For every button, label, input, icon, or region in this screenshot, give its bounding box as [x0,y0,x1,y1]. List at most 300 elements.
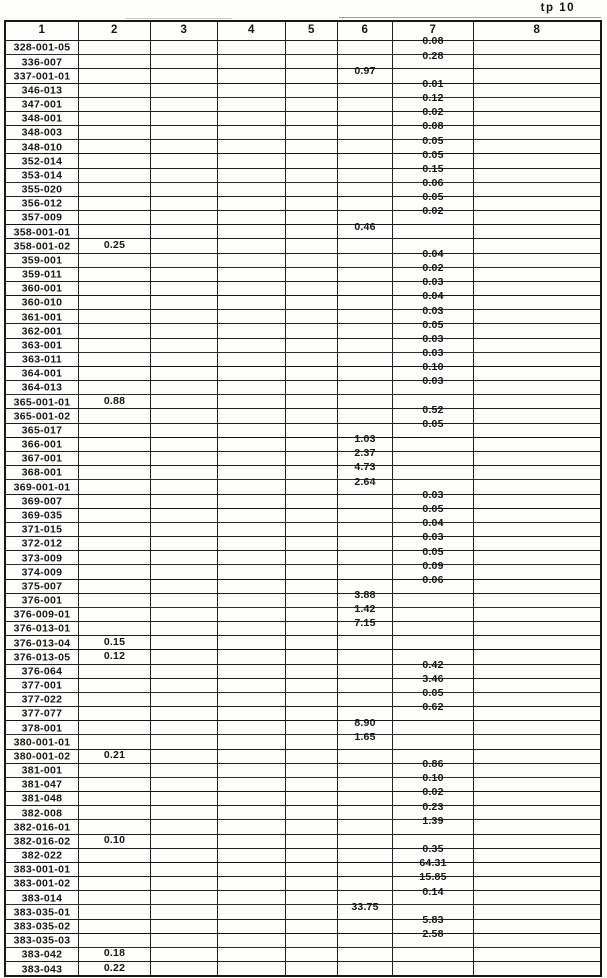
cell-col-3 [151,891,218,904]
cell-value: 0.03 [422,347,444,360]
cell-value: 0.02 [422,262,444,275]
cell-col-5 [286,84,338,97]
cell-col-5 [286,934,338,947]
cell-col-8 [474,239,600,252]
row-id: 348-001 [21,112,63,125]
row-id: 378-001 [21,722,63,735]
cell-col-2 [79,409,151,422]
table-row [6,417,600,437]
cell-col-6 [338,730,393,748]
cell-col-4 [218,835,286,848]
table-row [6,800,600,820]
cell-col-2 [79,126,151,139]
table-row [6,559,600,579]
table-row [6,545,600,565]
cell-col-3 [151,367,218,380]
cell-value: 1.42 [354,603,376,616]
cell-value: 4.73 [354,461,376,474]
table-row [6,635,600,649]
cell-col-5 [286,495,338,508]
cell-col-5 [286,707,338,720]
cell-col-2 [79,509,151,522]
cell-value: 0.08 [422,120,444,133]
cell-col-5 [286,55,338,68]
cell-col-7 [393,962,474,975]
cell-col-6 [338,353,393,366]
cell-col-2 [79,480,151,493]
row-id: 377-001 [21,679,63,692]
cell-col-4 [218,466,286,479]
cell-id [6,863,79,876]
cell-col-6 [338,140,393,153]
table-row [6,913,600,933]
cell-id [6,452,79,465]
cell-value: 0.05 [422,503,444,515]
row-id: 362-001 [21,325,63,338]
cell-col-3 [151,69,218,82]
cell-id [6,948,79,961]
header-col-3: 3 [151,22,218,40]
cell-value: 0.18 [103,947,126,960]
cell-value: 0.05 [422,545,444,558]
cell-col-3 [151,254,218,267]
row-id: 367-001 [21,452,63,465]
cell-col-7 [393,885,474,904]
row-id: 383-035-01 [13,906,71,919]
cell-col-4 [218,863,286,876]
table-row [6,162,600,182]
cell-col-6 [338,509,393,522]
cell-col-2 [79,565,151,578]
row-id: 383-035-02 [13,920,71,933]
cell-value: 0.03 [422,531,444,544]
table-row [6,857,600,876]
cell-col-3 [151,98,218,111]
cell-col-5 [286,41,338,54]
cell-col-7 [393,948,474,961]
cell-id [6,580,79,593]
cell-col-3 [151,920,218,933]
cell-col-5 [286,693,338,706]
cell-value: 3.88 [354,589,376,602]
cell-id [6,126,79,139]
table-row [6,488,600,508]
table-row [6,318,600,338]
cell-id [6,905,79,918]
cell-id [6,835,79,848]
cell-col-2 [79,806,151,819]
cell-id [6,594,79,607]
cell-col-2 [79,934,151,947]
cell-col-5 [286,806,338,819]
cell-col-4 [218,452,286,465]
cell-col-3 [151,948,218,961]
cell-id [6,55,79,68]
cell-col-5 [286,509,338,522]
cell-value: 1.39 [422,814,444,827]
cell-col-4 [218,622,286,635]
cell-col-5 [286,339,338,352]
header-col-2: 2 [79,22,151,40]
cell-col-3 [151,225,218,238]
cell-col-7 [393,594,474,607]
cell-value: 0.03 [422,332,444,345]
cell-col-5 [286,452,338,465]
cell-col-8 [474,580,600,593]
table-row [6,701,600,720]
cell-id [6,820,79,833]
cell-col-6 [338,551,393,564]
cell-col-6 [338,126,393,139]
cell-col-8 [474,750,600,763]
cell-col-8 [474,211,600,224]
cell-col-2 [79,69,151,82]
cell-col-6 [338,154,393,167]
cell-col-6 [338,920,393,933]
cell-col-8 [474,820,600,833]
row-id: 383-042 [21,948,63,961]
table-row [6,658,600,678]
table-row [6,347,600,366]
row-id: 376-001 [21,594,63,607]
table-row [6,503,600,522]
cell-col-8 [474,452,600,465]
cell-col-3 [151,112,218,125]
cell-col-5 [286,551,338,564]
cell-id [6,69,79,82]
row-id: 348-003 [21,126,63,139]
cell-col-8 [474,169,600,182]
table-row [6,361,600,380]
cell-col-6 [338,877,393,890]
cell-col-5 [286,367,338,380]
cell-col-3 [151,679,218,692]
cell-col-7 [393,721,474,734]
cell-col-6 [338,693,393,706]
cell-value: 0.28 [422,49,444,62]
cell-col-8 [474,225,600,238]
cell-id [6,523,79,536]
cell-col-4 [218,636,286,649]
cell-col-6 [338,962,393,975]
cell-col-5 [286,764,338,777]
header-col-6: 6 [338,22,393,40]
cell-col-8 [474,353,600,366]
cell-col-6 [338,41,393,54]
row-id: 359-011 [21,268,63,281]
cell-id [6,891,79,904]
cell-value: 0.03 [422,304,444,317]
cell-col-5 [286,877,338,890]
cell-col-2 [79,849,151,862]
cell-col-2 [79,41,151,54]
cell-col-5 [286,905,338,918]
table-row [6,262,600,281]
cell-id [6,98,79,111]
cell-col-4 [218,750,286,763]
row-id: 348-010 [21,141,63,154]
cell-col-4 [218,679,286,692]
cell-col-6 [338,183,393,196]
cell-id [6,140,79,153]
cell-col-3 [151,707,218,720]
row-id: 376-013-04 [13,637,71,650]
cell-id [6,551,79,564]
cell-col-5 [286,254,338,267]
row-id: 372-012 [21,537,63,550]
cell-col-8 [474,735,600,748]
cell-col-3 [151,424,218,437]
cell-col-4 [218,934,286,947]
cell-col-8 [474,254,600,267]
cell-col-4 [218,296,286,309]
cell-col-8 [474,608,600,621]
row-id: 377-022 [21,693,63,706]
cell-id [6,254,79,267]
cell-col-7 [393,417,474,437]
cell-col-5 [286,183,338,196]
cell-col-3 [151,665,218,678]
table-row [6,928,600,947]
row-id: 369-035 [21,509,63,522]
table-row [6,900,600,919]
cell-id [6,707,79,720]
cell-col-6 [338,381,393,394]
cell-col-8 [474,282,600,295]
cell-value: 0.05 [422,417,444,430]
cell-col-8 [474,69,600,82]
cell-col-4 [218,877,286,890]
cell-col-7 [393,608,474,621]
table-row [6,573,600,593]
table-row [6,177,600,196]
table-row [6,749,600,763]
cell-col-4 [218,140,286,153]
cell-col-8 [474,296,600,309]
cell-col-4 [218,735,286,748]
cell-col-5 [286,636,338,649]
cell-col-6 [338,792,393,805]
cell-id [6,750,79,763]
cell-col-4 [218,282,286,295]
table-row [6,758,600,777]
table-row [6,843,600,862]
cell-col-2 [79,225,151,238]
table-row [6,885,600,905]
cell-col-6 [338,395,393,408]
cell-col-3 [151,735,218,748]
cell-col-3 [151,282,218,295]
row-id: 358-001-01 [13,226,71,239]
cell-id [6,792,79,805]
cell-id [6,112,79,125]
cell-col-8 [474,41,600,54]
cell-col-2 [79,495,151,508]
cell-col-2 [79,735,151,748]
cell-col-3 [151,239,218,252]
cell-col-6 [338,764,393,777]
cell-col-4 [218,565,286,578]
table-row [6,35,600,54]
cell-col-4 [218,920,286,933]
table-row [6,238,600,252]
cell-col-7 [393,452,474,465]
cell-id [6,693,79,706]
cell-col-2 [79,140,151,153]
cell-value: 0.08 [422,35,444,48]
table-row [6,433,600,451]
cell-col-5 [286,580,338,593]
row-id: 352-014 [21,155,63,168]
cell-value: 0.14 [422,885,444,898]
cell-id [6,339,79,352]
cell-col-5 [286,438,338,451]
cell-col-3 [151,820,218,833]
cell-id [6,778,79,791]
cell-col-4 [218,948,286,961]
cell-col-2 [79,721,151,734]
row-id: 377-077 [21,707,63,720]
table-row [6,191,600,210]
cell-col-4 [218,41,286,54]
cell-value: 2.37 [354,447,376,460]
cell-col-5 [286,112,338,125]
row-id: 358-001-02 [13,240,71,253]
cell-col-6 [338,409,393,422]
cell-col-5 [286,324,338,337]
cell-id [6,41,79,54]
cell-col-5 [286,268,338,281]
row-id: 359-001 [21,254,63,267]
cell-col-2 [79,282,151,295]
cell-col-5 [286,169,338,182]
cell-col-2 [79,537,151,550]
cell-col-2 [79,608,151,621]
cell-col-2 [79,324,151,337]
cell-col-5 [286,296,338,309]
cell-col-6 [338,537,393,550]
cell-value: 0.02 [422,205,444,218]
cell-col-5 [286,608,338,621]
cell-col-2 [79,353,151,366]
cell-col-6 [338,750,393,763]
cell-id [6,211,79,224]
cell-col-5 [286,835,338,848]
cell-col-8 [474,920,600,933]
cell-col-4 [218,665,286,678]
cell-value: 1.03 [354,433,376,446]
cell-col-4 [218,55,286,68]
table-row [6,106,600,125]
cell-col-7 [393,466,474,479]
row-id: 346-013 [21,84,63,97]
cell-col-8 [474,764,600,777]
cell-col-8 [474,551,600,564]
cell-col-2 [79,792,151,805]
cell-col-4 [218,353,286,366]
cell-col-8 [474,55,600,68]
cell-col-4 [218,608,286,621]
cell-col-6 [338,239,393,252]
cell-col-8 [474,126,600,139]
cell-col-8 [474,98,600,111]
cell-col-3 [151,466,218,479]
cell-col-6 [338,863,393,876]
cell-value: 0.88 [103,394,126,407]
cell-col-3 [151,806,218,819]
cell-col-8 [474,721,600,734]
cell-id [6,849,79,862]
cell-value: 8.90 [354,716,376,729]
cell-col-6 [338,310,393,323]
row-id: 360-010 [21,296,63,309]
cell-col-2 [79,98,151,111]
cell-col-7 [393,735,474,748]
cell-col-7 [393,928,474,947]
cell-id [6,367,79,380]
cell-col-4 [218,495,286,508]
cell-col-4 [218,480,286,493]
table-row [6,290,600,309]
cell-value: 3.46 [422,673,444,686]
cell-id [6,409,79,422]
cell-col-2 [79,183,151,196]
cell-col-4 [218,721,286,734]
row-id: 383-014 [21,892,63,905]
cell-col-2 [79,339,151,352]
cell-col-3 [151,140,218,153]
cell-col-4 [218,367,286,380]
cell-col-4 [218,268,286,281]
cell-value: 1.65 [354,730,376,743]
cell-col-4 [218,183,286,196]
cell-col-8 [474,140,600,153]
cell-id [6,495,79,508]
cell-col-3 [151,296,218,309]
cell-col-8 [474,665,600,678]
cell-col-4 [218,154,286,167]
cell-col-6 [338,617,393,635]
cell-col-8 [474,792,600,805]
row-id: 365-017 [21,424,63,437]
cell-col-6 [338,268,393,281]
cell-col-4 [218,820,286,833]
table-row [6,531,600,550]
cell-col-5 [286,650,338,663]
cell-col-4 [218,84,286,97]
cell-id [6,424,79,437]
cell-col-2 [79,367,151,380]
cell-col-3 [151,438,218,451]
row-id: 382-022 [21,849,63,862]
cell-col-2 [79,636,151,649]
row-id: 375-007 [21,580,63,593]
cell-col-7 [393,701,474,720]
cell-col-5 [286,197,338,210]
cell-col-5 [286,721,338,734]
cell-col-3 [151,353,218,366]
cell-value: 0.06 [422,177,444,190]
cell-value: 0.10 [422,361,444,374]
cell-col-3 [151,523,218,536]
cell-col-4 [218,211,286,224]
cell-col-3 [151,650,218,663]
cell-col-3 [151,55,218,68]
cell-col-8 [474,154,600,167]
cell-col-6 [338,900,393,918]
row-id: 381-001 [21,764,63,777]
cell-col-6 [338,282,393,295]
